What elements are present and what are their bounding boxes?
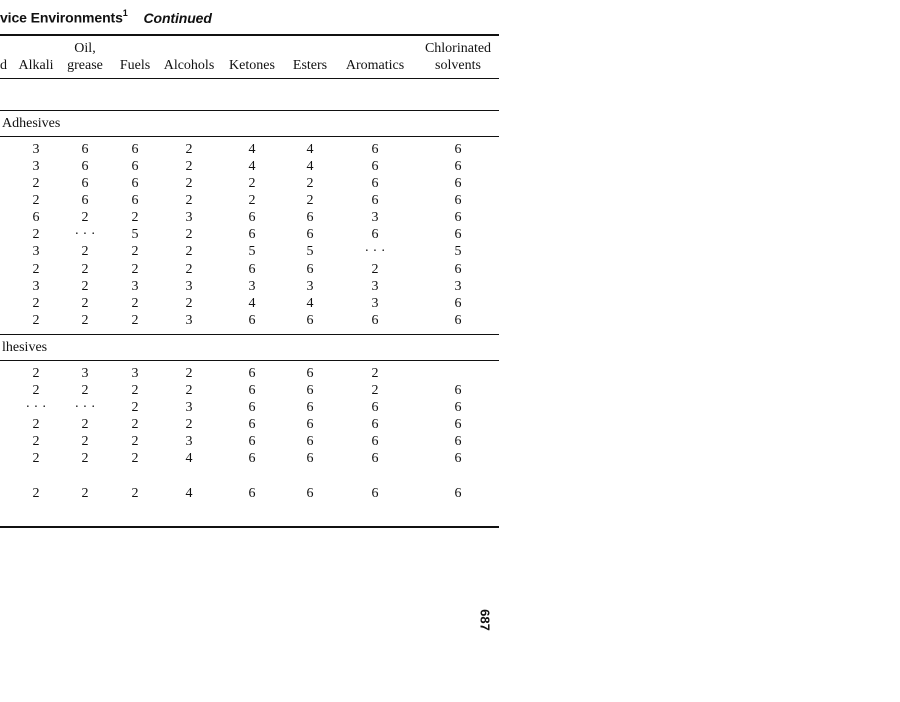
table-cell: 6 [371,227,379,242]
table-cell: 6 [371,417,379,432]
table-cell: 6 [371,159,379,174]
table-cell: 6 [454,486,462,501]
table-cell: 6 [306,486,314,501]
table-cell: 6 [306,434,314,449]
section-rule-2-top [0,334,499,335]
table-cell: 2 [185,176,193,191]
table-cell: 6 [81,159,89,174]
table-cell: 2 [81,296,89,311]
table-cell: 6 [306,227,314,242]
section-rule-2-bottom [0,360,499,361]
section-rule-1-bottom [0,136,499,137]
table-cell: 6 [131,159,139,174]
table-cell: 3 [185,313,193,328]
section-label: lhesives [2,340,48,355]
column-header: grease [67,58,103,73]
table-cell: 6 [371,193,379,208]
column-header: Aromatics [345,58,405,73]
table-cell: 2 [32,193,40,208]
table-cell: 2 [185,142,193,157]
table-cell: 6 [248,486,256,501]
table-cell: 6 [371,486,379,501]
table-cell: 2 [32,176,40,191]
table-title [0,9,212,26]
table-cell: 2 [32,417,40,432]
table-cell: 2 [32,262,40,277]
table-cell: 2 [306,193,314,208]
table-cell: 4 [248,142,256,157]
table-cell: 2 [32,227,40,242]
column-header: d [0,58,7,73]
table-cell: 6 [32,210,40,225]
table-cell: 6 [454,227,462,242]
table-cell: 6 [454,176,462,191]
table-cell: 5 [306,244,314,259]
table-cell: 2 [371,262,379,277]
table-cell: 6 [306,366,314,381]
column-header: Alkali [18,58,54,73]
table-cell: 2 [131,486,139,501]
table-cell: 6 [248,383,256,398]
table-cell: 6 [454,296,462,311]
table-cell: 2 [185,417,193,432]
table-cell: 3 [131,366,139,381]
table-cell: 2 [248,176,256,191]
table-cell: 2 [81,210,89,225]
table-cell: 2 [185,366,193,381]
table-cell: · · · [74,400,96,415]
table-cell: 2 [131,262,139,277]
table-cell: 6 [371,176,379,191]
table-cell: 6 [248,366,256,381]
table-cell: 2 [185,262,193,277]
table-cell: 2 [81,244,89,259]
table-cell: 6 [454,417,462,432]
table-cell: 6 [371,400,379,415]
table-cell: 4 [185,486,193,501]
table-cell: · · · [25,400,47,415]
table-cell: 2 [185,193,193,208]
table-cell: 3 [371,279,379,294]
table-cell: 5 [131,227,139,242]
table-cell: 3 [454,279,462,294]
table-cell: 2 [371,383,379,398]
table-cell: 2 [185,383,193,398]
column-header: Ketones [229,58,275,73]
table-cell: 3 [371,296,379,311]
table-cell: 4 [185,451,193,466]
table-cell: 2 [32,383,40,398]
table-cell: 2 [81,434,89,449]
column-header: solvents [435,58,481,73]
column-header-line1: Oil, [74,41,96,56]
table-cell: 3 [32,142,40,157]
table-cell: 2 [131,210,139,225]
table-cell: 2 [185,227,193,242]
table-cell: 6 [454,159,462,174]
table-cell: 2 [248,193,256,208]
table-cell: 6 [454,451,462,466]
table-cell: 3 [185,279,193,294]
table-cell: 6 [454,400,462,415]
table-cell: · · · [74,227,96,242]
table-cell: 6 [248,313,256,328]
column-header-line1: Chlorinated [424,41,492,56]
table-cell: 2 [81,279,89,294]
section-label: Adhesives [2,116,61,131]
top-rule [0,34,499,36]
table-cell: 4 [306,159,314,174]
table-cell: 4 [306,296,314,311]
table-cell: 6 [306,313,314,328]
table-cell: 6 [81,176,89,191]
table-cell: 2 [131,451,139,466]
table-cell: 6 [131,193,139,208]
table-cell: 6 [306,262,314,277]
table-cell: 2 [32,434,40,449]
table-cell: 2 [32,313,40,328]
column-header: Esters [292,58,328,73]
table-cell: 2 [185,159,193,174]
table-cell: 6 [454,434,462,449]
table-cell: 2 [131,400,139,415]
bottom-rule [0,526,499,528]
table-cell: 6 [306,417,314,432]
table-cell: 5 [248,244,256,259]
table-cell: 2 [32,486,40,501]
table-cell: 5 [454,244,462,259]
table-cell: 2 [371,366,379,381]
continued-label: Continued [143,9,212,26]
table-cell: 6 [81,193,89,208]
header-rule [0,78,499,79]
table-cell: 2 [81,486,89,501]
table-cell: 6 [248,227,256,242]
table-cell: 3 [81,366,89,381]
table-cell: 6 [306,383,314,398]
page-number: 687 [477,609,493,631]
table-cell: 2 [81,383,89,398]
table-cell: 2 [185,296,193,311]
table-cell: 6 [454,262,462,277]
table-cell: 6 [371,313,379,328]
table-cell: 2 [131,434,139,449]
table-cell: 6 [248,400,256,415]
table-cell: 2 [131,383,139,398]
column-header: Fuels [119,58,151,73]
table-cell: 6 [306,451,314,466]
table-cell: 6 [371,451,379,466]
table-cell: 2 [81,313,89,328]
section-rule-1-top [0,110,499,111]
table-cell: 3 [32,159,40,174]
table-cell: 6 [306,400,314,415]
table-cell: 2 [185,244,193,259]
table-cell: 2 [131,296,139,311]
table-cell: 2 [32,296,40,311]
table-cell: 2 [131,417,139,432]
column-header: Alcohols [163,58,215,73]
table-cell: 6 [306,210,314,225]
table-cell: 2 [32,451,40,466]
footnote-mark: 1 [122,8,128,18]
table-cell: 3 [185,434,193,449]
table-cell: 6 [248,451,256,466]
table-cell: 2 [131,313,139,328]
table-cell: 6 [454,313,462,328]
table-cell: 2 [81,451,89,466]
table-cell: 4 [306,142,314,157]
table-cell: 3 [32,244,40,259]
table-cell: 6 [454,383,462,398]
table-cell: 6 [454,142,462,157]
table-cell: 2 [81,262,89,277]
table-cell: 6 [248,262,256,277]
table-cell: 6 [248,417,256,432]
table-cell: 6 [371,434,379,449]
table-cell: · · · [364,244,386,259]
title-text: vice Environments [0,9,123,26]
table-cell: 2 [306,176,314,191]
table-cell: 3 [131,279,139,294]
table-cell: 3 [306,279,314,294]
table-cell: 6 [131,142,139,157]
table-cell: 4 [248,159,256,174]
table-cell: 2 [131,244,139,259]
table-cell: 3 [248,279,256,294]
table-cell: 3 [185,210,193,225]
table-cell: 3 [185,400,193,415]
table-cell: 6 [371,142,379,157]
table-cell: 3 [32,279,40,294]
table-cell: 6 [454,210,462,225]
table-cell: 3 [371,210,379,225]
table-cell: 4 [248,296,256,311]
table-cell: 6 [81,142,89,157]
table-cell: 6 [131,176,139,191]
table-cell: 6 [248,210,256,225]
table-cell: 6 [248,434,256,449]
table-cell: 2 [81,417,89,432]
table-cell: 2 [32,366,40,381]
table-cell: 6 [454,193,462,208]
